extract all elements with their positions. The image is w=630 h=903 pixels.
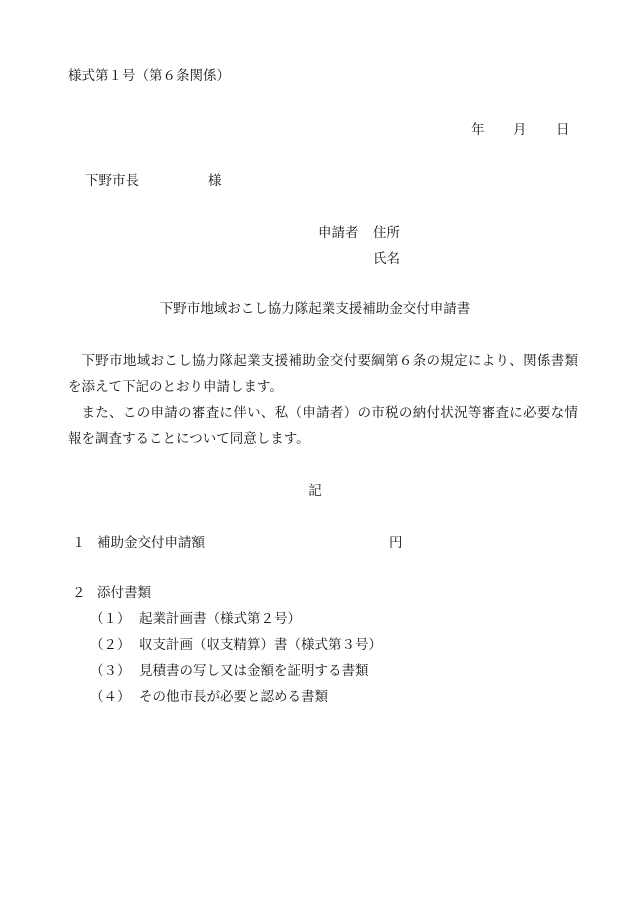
attachment-label: その他市長が必要と認める書類 — [139, 689, 328, 705]
attachment-label: 収支計画（収支精算）書（様式第３号） — [139, 637, 382, 653]
item-number: １ — [72, 535, 86, 551]
body-paragraph-request: 下野市地域おこし協力隊起業支援補助金交付要綱第６条の規定により、関係書類を添えて下記のとおり申請します。 — [68, 353, 578, 395]
document-title: 下野市地域おこし協力隊起業支援補助金交付申請書 — [159, 301, 471, 317]
attachment-label: 見積書の写し又は金額を証明する書類 — [139, 663, 369, 679]
body-paragraph-consent: また、この申請の審査に伴い、私（申請者）の市税の納付状況等審査に必要な情報を調査することについて同意します。 — [68, 405, 578, 447]
attachment-number: （３） — [90, 663, 131, 679]
date-month-label: 月 — [513, 122, 527, 138]
applicant-label: 申請者 — [318, 225, 359, 241]
form-number: 様式第１号（第６条関係） — [68, 68, 230, 84]
yen-unit: 円 — [389, 535, 403, 551]
date-day-label: 日 — [556, 122, 570, 138]
applicant-name-label: 氏名 — [373, 251, 400, 267]
item-number: ２ — [72, 585, 86, 601]
attachment-number: （１） — [90, 611, 131, 627]
ki-heading: 記 — [308, 483, 322, 499]
date-year-label: 年 — [471, 122, 485, 138]
attachment-number: （２） — [90, 637, 131, 653]
applicant-address-label: 住所 — [373, 225, 400, 241]
attachments-label: 添付書類 — [97, 585, 151, 601]
addressee-name: 下野市長 — [85, 173, 139, 189]
addressee-suffix: 様 — [208, 173, 222, 189]
subsidy-amount-label: 補助金交付申請額 — [97, 535, 205, 551]
attachment-label: 起業計画書（様式第２号） — [139, 611, 301, 627]
attachment-number: （４） — [90, 689, 131, 705]
